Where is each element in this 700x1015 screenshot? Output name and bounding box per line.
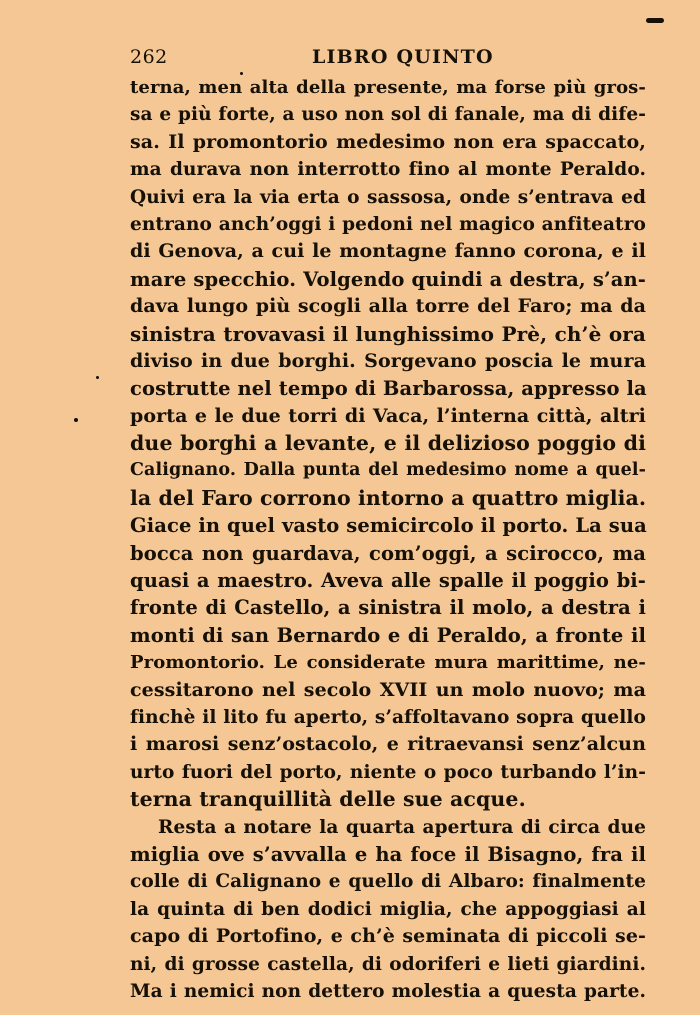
text-line: Ma i nemici non dettero molestia a questa parte. <box>130 980 646 1002</box>
text-line: terna, men alta della presente, ma forse più gros- <box>130 77 646 98</box>
running-head: LIBRO QUINTO <box>312 46 494 68</box>
ink-mark <box>646 18 664 23</box>
text-line: ni, di grosse castella, di odoriferi e lieti giardini. <box>130 953 646 975</box>
text-line: sa e più forte, a uso non sol di fanale, ma di dife- <box>130 104 646 126</box>
text-line: Resta a notare la quarta apertura di circa due <box>158 816 646 838</box>
text-line: diviso in due borghi. Sorgevano poscia le mura <box>130 349 646 372</box>
text-line: terna tranquillità delle sue acque. <box>130 787 526 812</box>
body-text <box>130 74 646 1005</box>
text-line: sinistra trovavasi il lunghissimo Prè, ch’è ora <box>130 321 646 346</box>
text-line: la quinta di ben dodici miglia, che appoggiasi al <box>130 898 646 920</box>
text-line: Quivi era la via erta o sassosa, onde s’entrava ed <box>130 186 646 208</box>
text-line: quasi a maestro. Aveva alle spalle il poggio bi- <box>130 569 646 593</box>
text-line: monti di san Bernardo e di Peraldo, a fronte il <box>130 623 646 647</box>
text-line: costrutte nel tempo di Barbarossa, appresso la <box>130 377 647 401</box>
text-line: due borghi a levante, e il delizioso poggio di <box>130 431 646 456</box>
page-number: 262 <box>130 46 168 68</box>
ink-speck <box>96 376 99 379</box>
text-line: la del Faro corrono intorno a quattro miglia. <box>130 485 647 510</box>
text-line: cessitarono nel secolo XVII un molo nuovo; ma <box>130 678 646 701</box>
text-line: bocca non guardava, com’oggi, a scirocco, ma <box>130 541 646 565</box>
text-line: fronte di Castello, a sinistra il molo, a destra i <box>130 596 646 620</box>
text-line: dava lungo più scogli alla torre del Faro; ma da <box>130 295 646 318</box>
text-line: Giace in quel vasto semicircolo il porto. La sua <box>130 514 647 538</box>
text-line: miglia ove s’avvalla e ha foce il Bisagno, fra il <box>130 842 646 866</box>
text-line: sa. Il promontorio medesimo non era spaccato, <box>130 130 646 153</box>
text-line: i marosi senz’ostacolo, e ritraevansi senz’alcun <box>130 733 646 756</box>
text-line: colle di Calignano e quello di Albaro: finalmente <box>130 871 646 893</box>
text-line: Promontorio. Le considerate mura marittime, ne- <box>130 652 646 674</box>
paragraph-1 <box>130 74 646 814</box>
text-line: urto fuori del porto, niente o poco turbando l’in- <box>130 761 646 783</box>
page-header <box>130 46 650 74</box>
text-line: Calignano. Dalla punta del medesimo nome a quel- <box>130 460 646 481</box>
text-line: mare specchio. Volgendo quindi a destra, s’an- <box>130 267 646 291</box>
paragraph-2 <box>130 814 646 1006</box>
text-line: finchè il lito fu aperto, s’affoltavano sopra quello <box>130 706 646 728</box>
text-line: entrano anch’oggi i pedoni nel magico anfiteatro <box>130 213 646 235</box>
ink-speck <box>74 418 78 422</box>
text-line: di Genova, a cui le montagne fanno corona, e il <box>130 240 646 263</box>
text-line: porta e le due torri di Vaca, l’interna città, altri <box>130 404 646 427</box>
text-line: capo di Portofino, e ch’è seminata di piccoli se- <box>130 925 646 948</box>
text-line: ma durava non interrotto fino al monte Peraldo. <box>130 159 646 181</box>
